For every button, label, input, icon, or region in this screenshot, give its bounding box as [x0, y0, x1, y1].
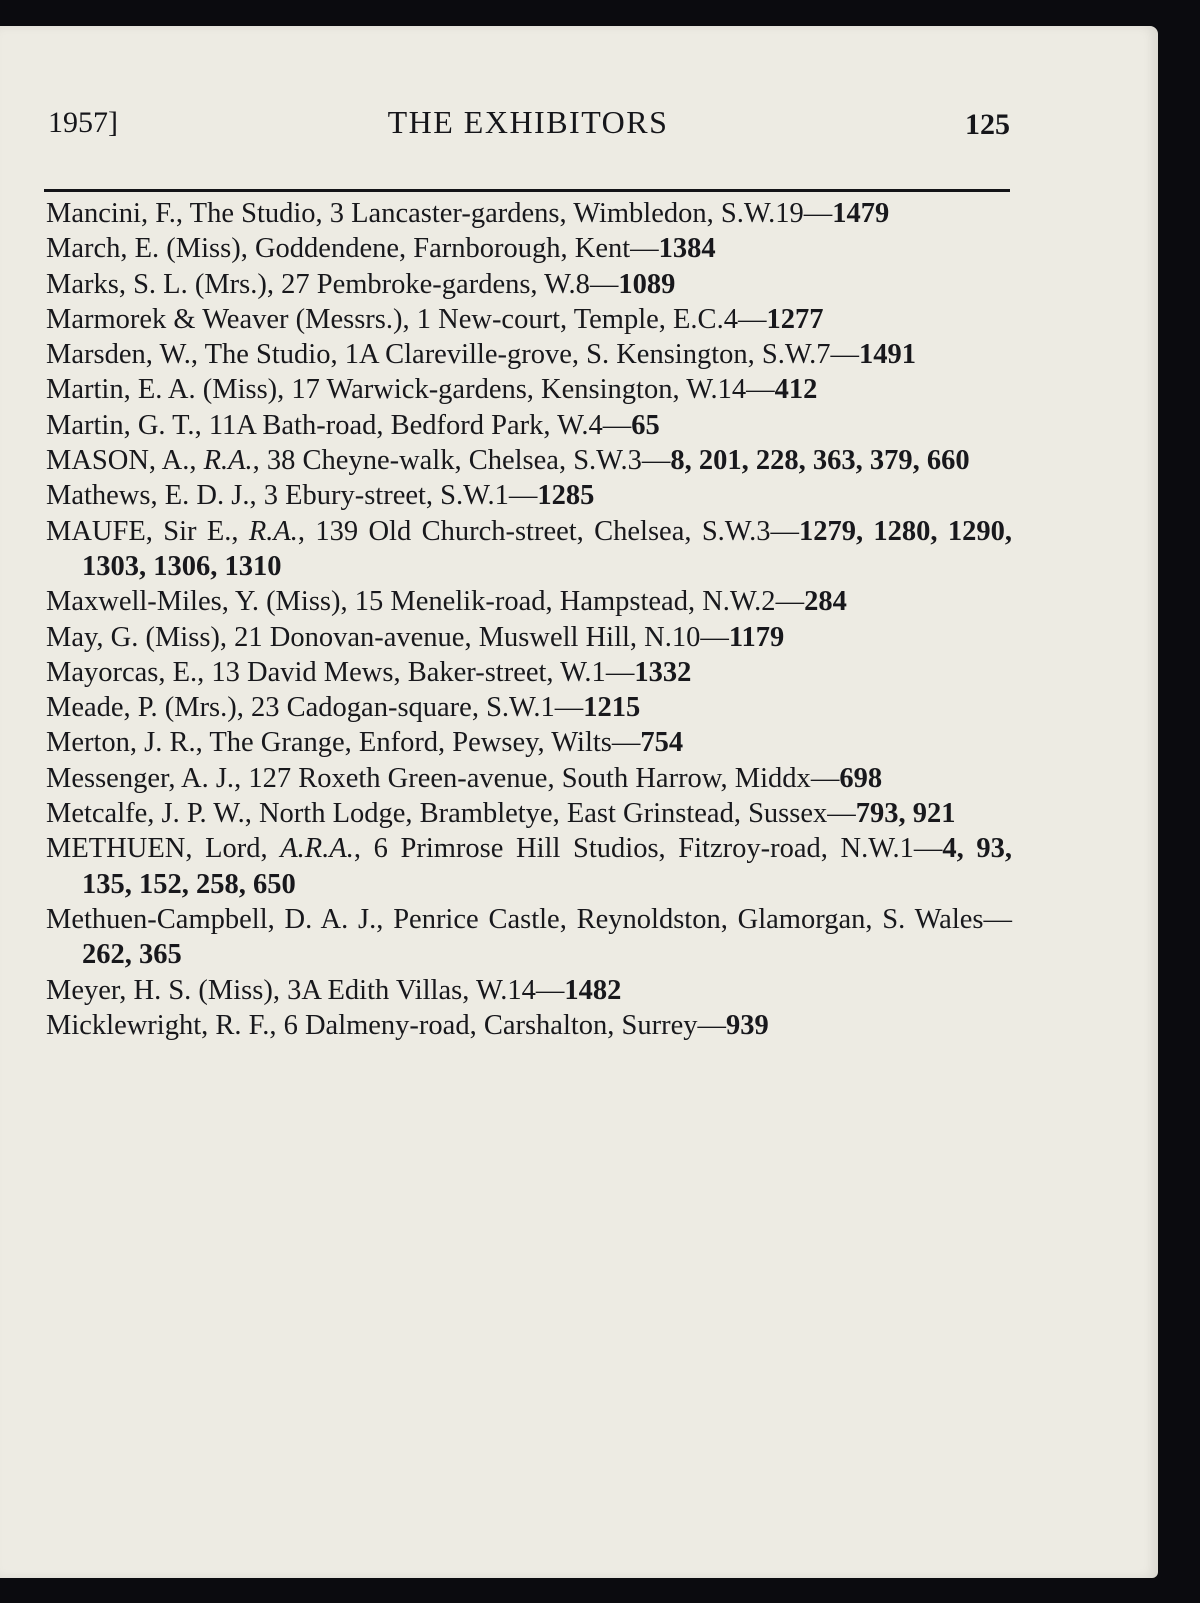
exhibitor-address: , 6 Primrose Hill Studios, Fitzroy-road, N.W.1 [353, 833, 914, 865]
catalogue-numbers: 65 [631, 409, 660, 441]
header-year: 1957] [48, 106, 118, 139]
exhibitor-address: , The Grange, Enford, Pewsey, Wilts [195, 727, 612, 759]
exhibitor-name: Marsden, W. [46, 339, 191, 371]
exhibitor-address: , 11A Bath-road, Bedford Park, W.4 [194, 409, 603, 441]
exhibitor-name: May, G. (Miss) [46, 621, 220, 653]
exhibitor-list [46, 196, 1012, 1043]
exhibitor-address: , 27 Pembroke-gardens, W.8 [266, 268, 590, 300]
running-title: THE EXHIBITORS [387, 104, 669, 140]
exhibitor-address: , 3A Edith Villas, W.14 [272, 974, 536, 1006]
exhibitor-entry [46, 337, 1012, 372]
catalogue-numbers: 793, 921 [855, 798, 956, 830]
catalogue-numbers: 1479 [832, 198, 890, 229]
exhibitor-entry [46, 796, 1012, 831]
exhibitor-title: A.R.A. [280, 833, 354, 865]
exhibitor-address: , 38 Cheyne-walk, Chelsea, S.W.3 [252, 445, 642, 477]
em-dash-separator: — [508, 480, 538, 512]
exhibitor-address: , 127 Roxeth Green-avenue, South Harrow, Middx [234, 762, 811, 794]
exhibitor-address: , 23 Cadogan-square, S.W.1 [236, 692, 555, 724]
em-dash-separator: — [746, 374, 775, 406]
em-dash-separator: — [803, 198, 833, 229]
exhibitor-name: March, E. (Miss) [46, 233, 241, 265]
page-number: 125 [965, 108, 1010, 141]
catalogue-numbers: 1089 [618, 268, 676, 300]
em-dash-separator: — [770, 515, 799, 547]
exhibitor-entry [46, 725, 1012, 760]
em-dash-separator: — [983, 903, 1012, 935]
em-dash-separator: — [827, 798, 856, 830]
exhibitor-entry [46, 902, 1012, 973]
exhibitor-entry [46, 973, 1012, 1008]
exhibitor-name: Maxwell-Miles, Y. (Miss) [46, 586, 341, 618]
catalogue-numbers: 1384 [658, 233, 716, 265]
catalogue-numbers: 1482 [564, 974, 622, 1006]
exhibitor-name: Mathews, E. D. J. [46, 480, 250, 512]
exhibitor-name: Martin, E. A. (Miss) [46, 374, 278, 406]
em-dash-separator: — [700, 621, 729, 653]
exhibitor-entry [46, 584, 1012, 619]
em-dash-separator: — [611, 727, 641, 759]
catalogue-numbers: 262, 365 [82, 939, 182, 971]
exhibitor-entry [46, 443, 1012, 478]
exhibitor-address: , The Studio, 3 Lancaster-gardens, Wimbledon, S.W.19 [175, 198, 804, 229]
exhibitor-name: Methuen-Campbell, D. A. J. [46, 903, 377, 935]
em-dash-separator: — [641, 445, 671, 477]
catalogue-numbers: 284 [804, 586, 847, 618]
em-dash-separator: — [554, 692, 584, 724]
page-header [46, 96, 1010, 146]
catalogue-numbers: 1179 [728, 621, 785, 653]
exhibitor-address: , The Studio, 1A Clareville-grove, S. Kensington, S.W.7 [190, 339, 831, 371]
catalogue-numbers: 4, 93, 135, 152, 258, 650 [82, 833, 1013, 900]
exhibitor-address: , North Lodge, Brambletye, East Grinstead, Sussex [244, 798, 828, 830]
exhibitor-entry [46, 408, 1012, 443]
header-rule [44, 189, 1010, 192]
exhibitor-name: Marmorek & Weaver (Messrs.) [46, 303, 403, 335]
exhibitor-name: METHUEN, Lord, [46, 833, 268, 865]
exhibitor-name: Micklewright, R. F. [46, 1009, 270, 1041]
exhibitor-entry [46, 267, 1012, 302]
exhibitor-entry [46, 302, 1012, 337]
exhibitor-address: , 15 Menelik-road, Hampstead, N.W.2 [340, 586, 776, 618]
catalogue-numbers: 1215 [583, 692, 641, 724]
exhibitor-name: Marks, S. L. (Mrs.) [46, 268, 267, 300]
exhibitor-entry [46, 514, 1012, 585]
exhibitor-address: , 6 Dalmeny-road, Carshalton, Surrey [269, 1009, 698, 1041]
exhibitor-address: , 17 Warwick-gardens, Kensington, W.14 [277, 374, 747, 406]
exhibitor-name: Meade, P. (Mrs.) [46, 692, 237, 724]
exhibitor-title: R.A. [203, 445, 253, 477]
exhibitor-entry [46, 372, 1012, 407]
catalogue-numbers: 1285 [537, 480, 595, 512]
catalogue-numbers: 1279, 1280, 1290, 1303, 1306, 1310 [82, 515, 1013, 582]
exhibitor-name: Metcalfe, J. P. W. [46, 798, 245, 830]
catalogue-numbers: 1491 [859, 339, 917, 371]
exhibitor-entry [46, 690, 1012, 725]
em-dash-separator: — [775, 586, 805, 618]
em-dash-separator: — [602, 409, 632, 441]
exhibitor-name: Meyer, H. S. (Miss) [46, 974, 273, 1006]
exhibitor-entry [46, 196, 1012, 231]
em-dash-separator: — [697, 1009, 727, 1041]
exhibitor-address: , 13 David Mews, Baker-street, W.1 [197, 656, 606, 688]
exhibitor-name: Mayorcas, E. [46, 656, 198, 688]
exhibitor-name: Mancini, F. [46, 198, 176, 229]
exhibitor-name: Messenger, A. J. [46, 762, 235, 794]
exhibitor-address: , Goddendene, Farnborough, Kent [240, 233, 631, 265]
em-dash-separator: — [605, 656, 635, 688]
exhibitor-name: Merton, J. R. [46, 727, 196, 759]
exhibitor-address: , 139 Old Church-street, Chelsea, S.W.3 [297, 515, 771, 547]
catalogue-numbers: 1332 [634, 656, 692, 688]
exhibitor-name: MASON, A., [46, 445, 197, 477]
catalogue-numbers: 939 [726, 1009, 769, 1041]
exhibitor-title: R.A. [248, 515, 298, 547]
exhibitor-entry [46, 1008, 1012, 1043]
exhibitor-name: MAUFE, Sir E., [46, 515, 239, 547]
exhibitor-address: , Penrice Castle, Reynoldston, Glamorgan, S. Wales [376, 903, 984, 935]
exhibitor-entry [46, 620, 1012, 655]
exhibitor-entry [46, 655, 1012, 690]
exhibitor-address: , 3 Ebury-street, S.W.1 [249, 480, 509, 512]
em-dash-separator: — [630, 233, 659, 265]
exhibitor-entry [46, 761, 1012, 796]
exhibitor-entry [46, 478, 1012, 513]
em-dash-separator: — [830, 339, 860, 371]
em-dash-separator: — [535, 974, 565, 1006]
exhibitor-entry [46, 831, 1012, 902]
catalogue-numbers: 754 [640, 727, 684, 759]
exhibitor-entry [46, 231, 1012, 266]
exhibitor-address: , 1 New-court, Temple, E.C.4 [402, 303, 738, 335]
catalogue-numbers: 1277 [766, 303, 824, 335]
catalogue-numbers: 698 [839, 762, 883, 794]
em-dash-separator: — [913, 833, 943, 865]
em-dash-separator: — [589, 268, 619, 300]
catalogue-numbers: 412 [774, 374, 818, 406]
exhibitor-address: , 21 Donovan-avenue, Muswell Hill, N.10 [219, 621, 701, 653]
catalogue-numbers: 8, 201, 228, 363, 379, 660 [670, 445, 970, 477]
em-dash-separator: — [737, 303, 767, 335]
exhibitor-name: Martin, G. T. [46, 409, 195, 441]
em-dash-separator: — [810, 762, 840, 794]
